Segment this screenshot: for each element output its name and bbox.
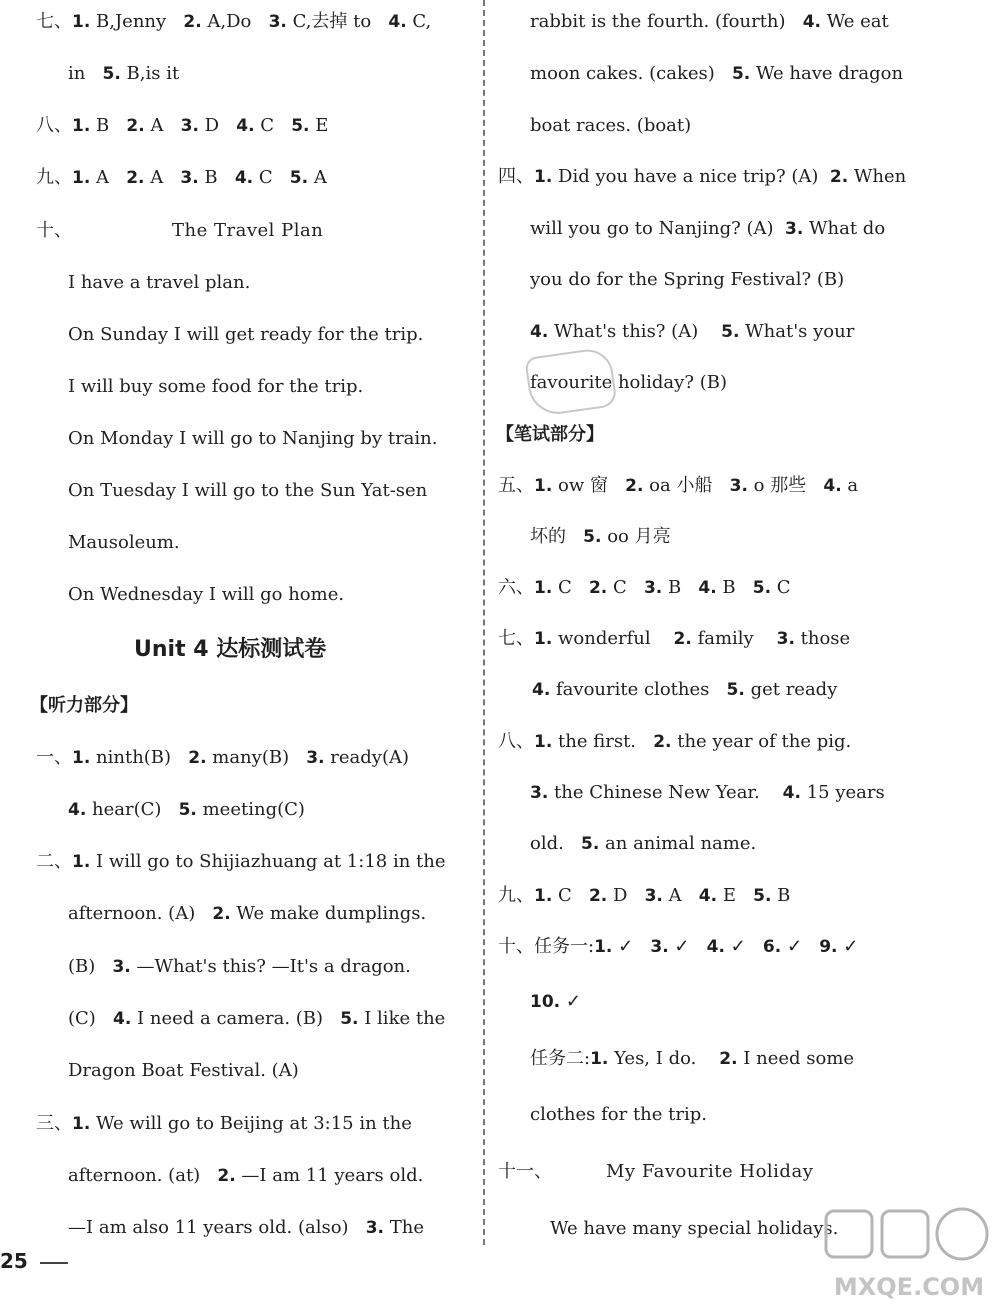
listening-4-line-1: 四、1. Did you have a nice trip? (A) 2. When: [498, 166, 907, 187]
section-label: 一、: [36, 747, 72, 768]
section-label: 九、: [36, 167, 72, 188]
section-10-label: 十、: [36, 220, 72, 241]
essay-line: On Monday I will go to Nanjing by train.: [68, 428, 438, 449]
listening-2-line-4: (C) 4. I need a camera. (B) 5. I like the: [68, 1008, 446, 1029]
essay-line: Mausoleum.: [68, 532, 180, 553]
watermark-logo: [820, 1205, 998, 1307]
essay-title: The Travel Plan: [172, 220, 324, 241]
page-number: 25: [0, 1249, 28, 1273]
section-label: 十、: [498, 936, 534, 957]
written-8-line-1: 八、1. the first. 2. the year of the pig.: [498, 731, 852, 752]
written-10-task-2-line-1: 任务二:1. Yes, I do. 2. I need some: [530, 1048, 855, 1069]
listening-3-line-2: afternoon. (at) 2. —I am 11 years old.: [68, 1165, 424, 1186]
listening-2-line-1: 二、1. I will go to Shijiazhuang at 1:18 in the: [36, 851, 446, 872]
check-icon: ✓: [781, 936, 803, 957]
unit-title: Unit 4 达标测试卷: [134, 637, 327, 662]
written-7-line-2: 4. favourite clothes 5. get ready: [532, 679, 838, 700]
section-label: 五、: [498, 475, 534, 496]
section-label: 六、: [498, 577, 534, 598]
section-8-line: 八、1. B 2. A 3. D 4. C 5. E: [36, 115, 329, 136]
check-icon: ✓: [560, 991, 581, 1012]
listening-3-cont-line-1: rabbit is the fourth. (fourth) 4. We eat: [530, 11, 889, 32]
column-divider: [483, 0, 485, 1245]
written-10-task-1-line-2: 10. ✓: [530, 991, 581, 1012]
written-8-line-3: old. 5. an animal name.: [530, 833, 757, 854]
written-5-line-1: 五、1. ow 窗 2. oa 小船 3. o 那些 4. a: [498, 475, 859, 496]
listening-2-line-2: afternoon. (A) 2. We make dumplings.: [68, 903, 427, 924]
written-11-label: 十一、: [498, 1161, 552, 1182]
section-label: 九、: [498, 885, 534, 906]
listening-4-line-5: favourite holiday? (B): [530, 372, 727, 393]
written-8-line-2: 3. the Chinese New Year. 4. 15 years: [530, 782, 885, 803]
task-2-label: 任务二:: [530, 1048, 591, 1069]
essay-line: On Sunday I will get ready for the trip.: [68, 324, 424, 345]
check-icon: ✓: [724, 936, 746, 957]
listening-2-line-5: Dragon Boat Festival. (A): [68, 1060, 299, 1081]
essay-title: My Favourite Holiday: [606, 1161, 814, 1182]
page-number-rule: [40, 1262, 68, 1264]
section-label: 八、: [498, 731, 534, 752]
section-9-line: 九、1. A 2. A 3. B 4. C 5. A: [36, 167, 327, 188]
written-9-line: 九、1. C 2. D 3. A 4. E 5. B: [498, 885, 791, 906]
section-label: 二、: [36, 851, 72, 872]
watermark-text: MXQE.COM: [833, 1273, 985, 1301]
stamp-mark: [524, 346, 618, 417]
section-label: 七、: [498, 628, 534, 649]
written-10-task-1-line-1: 十、任务一:1. ✓ 3. ✓ 4. ✓ 6. ✓ 9. ✓: [498, 936, 859, 957]
essay-line: On Wednesday I will go home.: [68, 584, 345, 605]
essay-line: We have many special holidays.: [550, 1218, 839, 1239]
essay-line: On Tuesday I will go to the Sun Yat-sen: [68, 480, 428, 501]
section-label: 七、: [36, 11, 72, 32]
check-icon: ✓: [668, 936, 690, 957]
listening-4-line-2: will you go to Nanjing? (A) 3. What do: [530, 218, 886, 239]
section-7-line-2: in 5. B,is it: [68, 63, 180, 84]
check-icon: ✓: [612, 936, 634, 957]
written-header: 【笔试部分】: [496, 424, 604, 445]
listening-1-line-2: 4. hear(C) 5. meeting(C): [68, 799, 305, 820]
listening-3-line-3: —I am also 11 years old. (also) 3. The: [68, 1217, 424, 1238]
written-6-line: 六、1. C 2. C 3. B 4. B 5. C: [498, 577, 791, 598]
section-label: 八、: [36, 115, 72, 136]
essay-line: I will buy some food for the trip.: [68, 376, 364, 397]
listening-3-cont-line-2: moon cakes. (cakes) 5. We have dragon: [530, 63, 904, 84]
section-7-line-1: 七、1. B,Jenny 2. A,Do 3. C,去掉 to 4. C,: [36, 11, 432, 32]
listening-4-line-3: you do for the Spring Festival? (B): [530, 269, 845, 290]
written-7-line-1: 七、1. wonderful 2. family 3. those: [498, 628, 851, 649]
section-label: 三、: [36, 1113, 72, 1134]
listening-4-line-4: 4. What's this? (A) 5. What's your: [530, 321, 855, 342]
listening-2-line-3: (B) 3. —What's this? —It's a dragon.: [68, 956, 411, 977]
check-icon: ✓: [837, 936, 859, 957]
listening-3-line-1: 三、1. We will go to Beijing at 3:15 in the: [36, 1113, 412, 1134]
task-1-label: 任务一:: [534, 936, 595, 957]
section-label: 四、: [498, 166, 534, 187]
written-5-line-2: 坏的 5. oo 月亮: [530, 526, 671, 547]
essay-line: I have a travel plan.: [68, 272, 251, 293]
listening-header: 【听力部分】: [30, 695, 138, 716]
written-10-task-2-line-2: clothes for the trip.: [530, 1104, 707, 1125]
listening-3-cont-line-3: boat races. (boat): [530, 115, 692, 136]
listening-1-line-1: 一、1. ninth(B) 2. many(B) 3. ready(A): [36, 747, 410, 768]
